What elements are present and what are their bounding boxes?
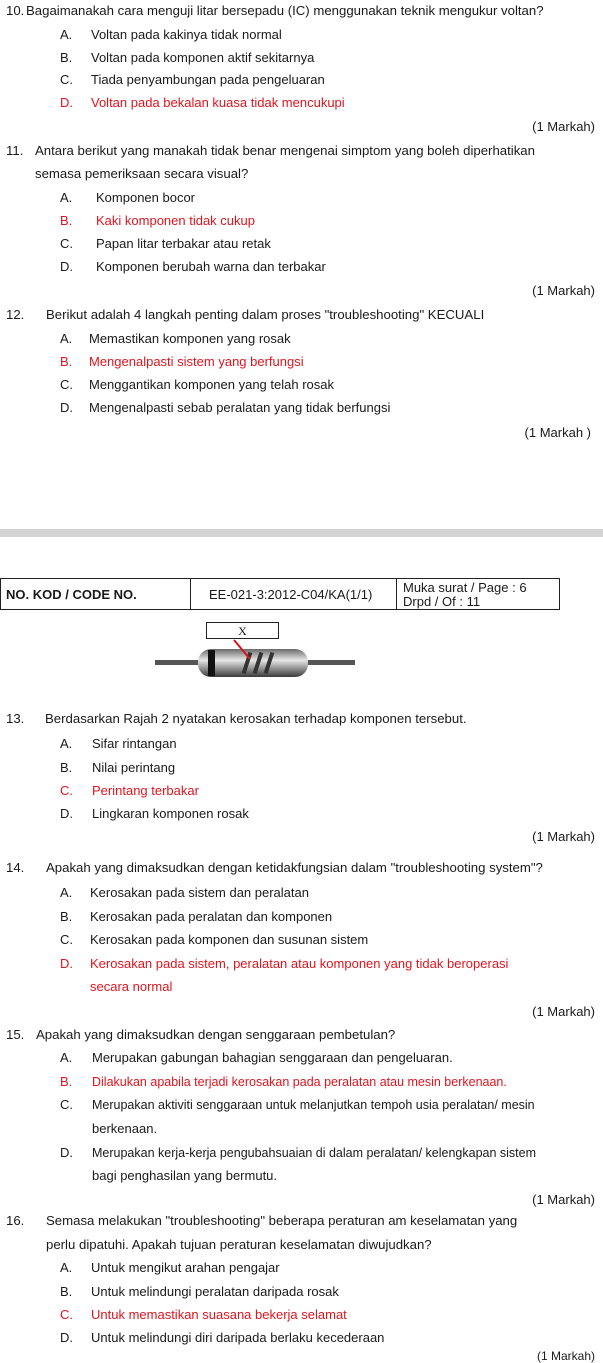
q10-option-c-letter: C. bbox=[60, 72, 73, 87]
code-header-table bbox=[0, 578, 560, 610]
q12-option-c: Menggantikan komponen yang telah rosak bbox=[89, 377, 334, 392]
q12-number: 12. bbox=[6, 307, 25, 322]
q14-option-a: Kerosakan pada sistem dan peralatan bbox=[90, 885, 309, 900]
q11-option-d-letter: D. bbox=[60, 259, 73, 274]
q12-option-c-letter: C. bbox=[60, 377, 73, 392]
q15-option-d-letter: D. bbox=[60, 1145, 73, 1160]
q15-option-b-answer: Dilakukan apabila terjadi kerosakan pada peralatan atau mesin berkenaan. bbox=[92, 1075, 507, 1089]
q13-option-b-letter: B. bbox=[60, 760, 73, 775]
q10-option-b: Voltan pada komponen aktif sekitarnya bbox=[91, 50, 315, 65]
q10-number: 10. bbox=[6, 3, 25, 18]
q13-text: Berdasarkan Rajah 2 nyatakan kerosakan terhadap komponen tersebut. bbox=[45, 711, 467, 726]
q15-option-d: Merupakan kerja-kerja pengubahsuaian di dalam peralatan/ kelengkapan sistem bbox=[92, 1146, 537, 1160]
q14-option-b-letter: B. bbox=[60, 909, 73, 924]
q13-mark: (1 Markah) bbox=[532, 829, 595, 844]
page-info-cell bbox=[397, 579, 559, 609]
q15-text: Apakah yang dimaksudkan dengan senggaraan pembetulan? bbox=[36, 1027, 396, 1042]
q16-option-c-letter: C. bbox=[60, 1307, 73, 1322]
q14-option-c: Kerosakan pada komponen dan susunan sistem bbox=[90, 932, 369, 947]
q14-option-c-letter: C. bbox=[60, 932, 73, 947]
q14-option-d-continued: secara normal bbox=[90, 979, 173, 994]
q12-option-a: Memastikan komponen yang rosak bbox=[89, 331, 291, 346]
q15-mark: (1 Markah) bbox=[532, 1192, 595, 1207]
q11-option-b-answer: Kaki komponen tidak cukup bbox=[96, 213, 255, 228]
q10-option-d-letter: D. bbox=[60, 95, 73, 110]
q13-option-d: Lingkaran komponen rosak bbox=[92, 806, 249, 821]
q14-mark: (1 Markah) bbox=[532, 1004, 595, 1019]
q15-option-b-letter: B. bbox=[60, 1074, 73, 1089]
q11-option-b-letter: B. bbox=[60, 213, 73, 228]
q15-option-a-letter: A. bbox=[60, 1050, 73, 1065]
q14-option-b: Kerosakan pada peralatan dan komponen bbox=[90, 909, 333, 924]
q11-text-line2: semasa pemeriksaan secara visual? bbox=[35, 166, 249, 181]
q11-option-c: Papan litar terbakar atau retak bbox=[96, 236, 271, 251]
q13-option-c-answer: Perintang terbakar bbox=[92, 783, 199, 798]
q11-option-c-letter: C. bbox=[60, 236, 73, 251]
q16-text-line2: perlu dipatuhi. Apakah tujuan peraturan keselamatan diwujudkan? bbox=[46, 1237, 432, 1252]
page-separator bbox=[0, 529, 603, 537]
code-value: EE-021-3:2012-C04/KA(1/1) bbox=[209, 587, 373, 602]
q13-option-a-letter: A. bbox=[60, 736, 73, 751]
q15-number: 15. bbox=[6, 1027, 25, 1042]
q13-option-a: Sifar rintangan bbox=[92, 736, 177, 751]
code-label: NO. KOD / CODE NO. bbox=[6, 587, 137, 602]
q16-option-d-letter: D. bbox=[60, 1330, 73, 1345]
q12-text: Berikut adalah 4 langkah penting dalam proses "troubleshooting" KECUALI bbox=[46, 307, 485, 322]
q14-number: 14. bbox=[6, 860, 25, 875]
q10-text: Bagaimanakah cara menguji litar bersepadu (IC) menggunakan teknik mengukur voltan? bbox=[26, 3, 544, 18]
page-total: Drpd / Of : 11 bbox=[403, 594, 481, 609]
q11-option-a: Komponen bocor bbox=[96, 190, 196, 205]
q15-option-c-letter: C. bbox=[60, 1097, 73, 1112]
code-label-cell bbox=[1, 579, 191, 609]
page-number: Muka surat / Page : 6 bbox=[403, 580, 527, 595]
q14-option-d-letter: D. bbox=[60, 956, 73, 971]
q15-option-c-continued: berkenaan. bbox=[92, 1121, 158, 1136]
q12-mark: (1 Markah ) bbox=[524, 425, 591, 440]
q12-option-b-letter: B. bbox=[60, 354, 73, 369]
q12-option-a-letter: A. bbox=[60, 331, 73, 346]
q13-number: 13. bbox=[6, 711, 25, 726]
q10-option-b-letter: B. bbox=[60, 50, 73, 65]
q12-option-b-answer: Mengenalpasti sistem yang berfungsi bbox=[89, 354, 304, 369]
q11-option-a-letter: A. bbox=[60, 190, 73, 205]
q16-mark: (1 Markah) bbox=[536, 1349, 595, 1363]
q10-option-c: Tiada penyambungan pada pengeluaran bbox=[91, 72, 325, 87]
q15-option-d-continued: bagi penghasilan yang bermutu. bbox=[92, 1168, 278, 1183]
q10-mark: (1 Markah) bbox=[532, 119, 595, 134]
q11-option-d: Komponen berubah warna dan terbakar bbox=[96, 259, 326, 274]
q13-option-c-letter: C. bbox=[60, 783, 73, 798]
q14-option-a-letter: A. bbox=[60, 885, 73, 900]
q16-option-b-letter: B. bbox=[60, 1284, 73, 1299]
q13-option-b: Nilai perintang bbox=[92, 760, 176, 775]
q10-option-a-letter: A. bbox=[60, 27, 73, 42]
q10-option-d-answer: Voltan pada bekalan kuasa tidak mencukupi bbox=[91, 95, 345, 110]
q16-option-d: Untuk melindungi diri daripada berlaku kecederaan bbox=[91, 1330, 385, 1345]
q16-option-c-answer: Untuk memastikan suasana bekerja selamat bbox=[91, 1307, 347, 1322]
figure-label: X bbox=[238, 624, 247, 638]
q14-text: Apakah yang dimaksudkan dengan ketidakfungsian dalam "troubleshooting system"? bbox=[46, 860, 543, 875]
q16-number: 16. bbox=[6, 1213, 25, 1228]
q11-text-line1: Antara berikut yang manakah tidak benar mengenai simptom yang boleh diperhatikan bbox=[35, 143, 535, 158]
q12-option-d-letter: D. bbox=[60, 400, 73, 415]
q15-option-c: Merupakan aktiviti senggaraan untuk melanjutkan tempoh usia peralatan/ mesin bbox=[92, 1098, 535, 1112]
q15-option-a: Merupakan gabungan bahagian senggaraan dan pengeluaran. bbox=[92, 1050, 453, 1065]
q13-option-d-letter: D. bbox=[60, 806, 73, 821]
q11-number: 11. bbox=[6, 143, 24, 158]
q16-option-b: Untuk melindungi peralatan daripada rosak bbox=[91, 1284, 339, 1299]
q12-option-d: Mengenalpasti sebab peralatan yang tidak berfungsi bbox=[89, 400, 391, 415]
q16-option-a-letter: A. bbox=[60, 1260, 73, 1275]
q16-text-line1: Semasa melakukan "troubleshooting" beberapa peraturan am keselamatan yang bbox=[46, 1213, 518, 1228]
q11-mark: (1 Markah) bbox=[532, 283, 595, 298]
q10-option-a: Voltan pada kakinya tidak normal bbox=[91, 27, 282, 42]
q16-option-a: Untuk mengikut arahan pengajar bbox=[91, 1260, 280, 1275]
q14-option-d-answer: Kerosakan pada sistem, peralatan atau komponen yang tidak beroperasi bbox=[90, 956, 509, 971]
resistor-figure bbox=[150, 620, 360, 695]
code-value-cell bbox=[191, 579, 397, 609]
resistor-icon bbox=[150, 620, 360, 695]
